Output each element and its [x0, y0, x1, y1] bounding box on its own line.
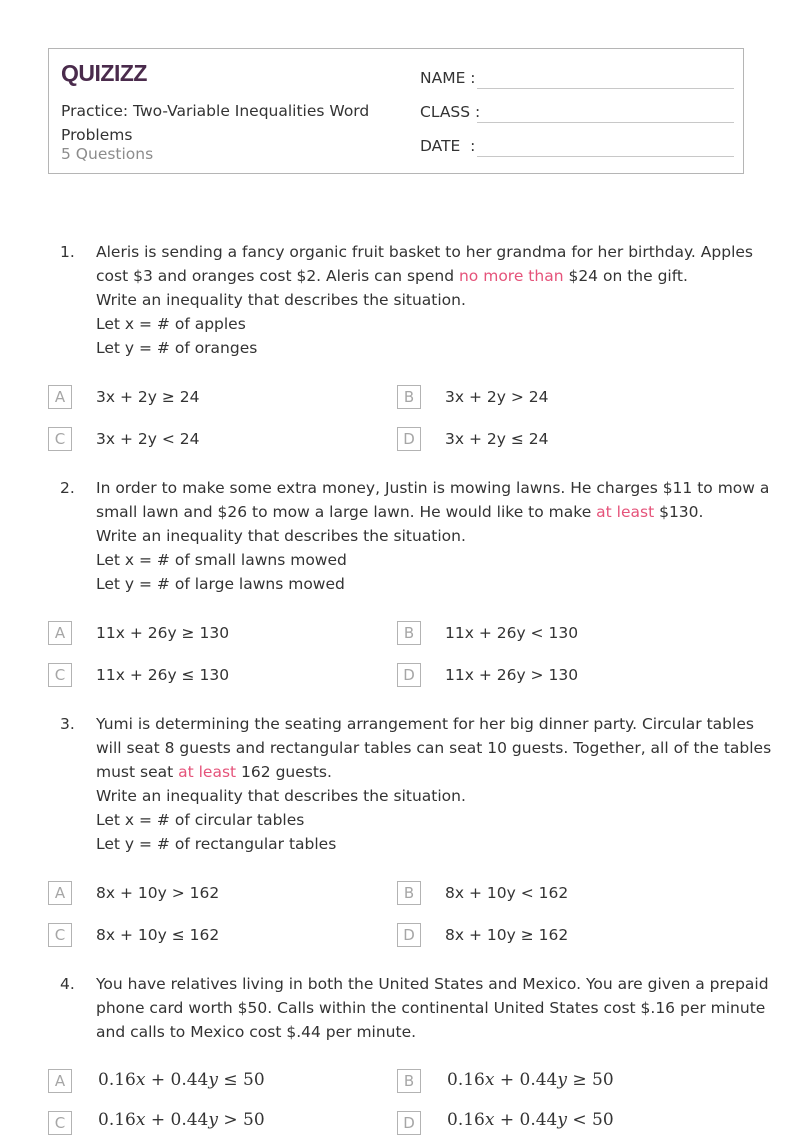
highlight-phrase: at least	[596, 503, 655, 521]
question-line: phone card worth $50. Calls within the continental United States cost $.16 per minute	[96, 999, 766, 1017]
choice-text[interactable]: 8x + 10y ≥ 162	[445, 926, 569, 944]
choice-letter-box[interactable]: D	[397, 1111, 421, 1135]
question-1-text	[96, 240, 753, 360]
choice-text[interactable]: 3x + 2y ≥ 24	[96, 388, 200, 406]
question-line: small lawn and $26 to mow a large lawn. He would like to make at least $130.	[96, 503, 704, 521]
question-line: must seat at least 162 guests.	[96, 763, 332, 781]
question-4-text	[96, 972, 769, 1044]
class-field[interactable]	[420, 100, 734, 124]
date-label: DATE :	[420, 137, 476, 155]
choice-letter-box[interactable]: B	[397, 1069, 421, 1093]
question-line: Let x = # of circular tables	[96, 811, 305, 829]
name-label: NAME :	[420, 69, 476, 87]
choice-letter-box[interactable]: D	[397, 427, 421, 451]
choice-text[interactable]: 3x + 2y > 24	[445, 388, 549, 406]
class-label: CLASS :	[420, 103, 481, 121]
choice-text[interactable]: 11x + 26y ≤ 130	[96, 666, 230, 684]
choice-text[interactable]: 11x + 26y > 130	[445, 666, 579, 684]
date-field[interactable]	[420, 134, 734, 158]
highlight-phrase: at least	[178, 763, 237, 781]
question-count: 5 Questions	[61, 145, 154, 163]
choice-math-expression[interactable]: 0.16x + 0.44y ≥ 50	[447, 1070, 614, 1090]
choice-math-expression[interactable]: 0.16x + 0.44y > 50	[98, 1110, 265, 1130]
choice-text[interactable]: 8x + 10y > 162	[96, 884, 220, 902]
question-line: Write an inequality that describes the situation.	[96, 527, 466, 545]
question-line: In order to make some extra money, Justin is mowing lawns. He charges $11 to mow a	[96, 479, 770, 497]
name-line[interactable]	[477, 88, 734, 89]
question-3-number: 3.	[60, 715, 75, 733]
question-line: Write an inequality that describes the situation.	[96, 787, 466, 805]
question-line: You have relatives living in both the United States and Mexico. You are given a prepaid	[96, 975, 769, 993]
question-3-text	[96, 712, 772, 856]
question-line: Let y = # of oranges	[96, 339, 258, 357]
choice-letter-box[interactable]: D	[397, 663, 421, 687]
choice-letter-box[interactable]: C	[48, 427, 72, 451]
question-line: cost $3 and oranges cost $2. Aleris can spend no more than $24 on the gift.	[96, 267, 688, 285]
highlight-phrase: no more than	[458, 267, 564, 285]
question-4-number: 4.	[60, 975, 75, 993]
choice-letter-box[interactable]: A	[48, 881, 72, 905]
choice-letter-box[interactable]: C	[48, 1111, 72, 1135]
quizizz-logo	[61, 59, 151, 87]
choice-letter-box[interactable]: A	[48, 1069, 72, 1093]
choice-letter-box[interactable]: A	[48, 621, 72, 645]
choice-text[interactable]: 11x + 26y ≥ 130	[96, 624, 230, 642]
choice-text[interactable]: 3x + 2y ≤ 24	[445, 430, 549, 448]
question-line: Write an inequality that describes the situation.	[96, 291, 466, 309]
choice-text[interactable]: 8x + 10y ≤ 162	[96, 926, 220, 944]
question-line: will seat 8 guests and rectangular tables can seat 10 guests. Together, all of the tables	[96, 739, 772, 757]
choice-text[interactable]: 11x + 26y < 130	[445, 624, 579, 642]
question-2-number: 2.	[60, 479, 75, 497]
choice-letter-box[interactable]: A	[48, 385, 72, 409]
choice-letter-box[interactable]: D	[397, 923, 421, 947]
choice-letter-box[interactable]: B	[397, 621, 421, 645]
question-line: Let x = # of small lawns mowed	[96, 551, 347, 569]
choice-math-expression[interactable]: 0.16x + 0.44y < 50	[447, 1110, 614, 1130]
choice-letter-box[interactable]: B	[397, 881, 421, 905]
question-line: Let y = # of rectangular tables	[96, 835, 337, 853]
question-1-number: 1.	[60, 243, 75, 261]
svg-text:QUIZIZZ: QUIZIZZ	[61, 60, 147, 86]
question-line: Let x = # of apples	[96, 315, 246, 333]
choice-text[interactable]: 3x + 2y < 24	[96, 430, 200, 448]
choice-letter-box[interactable]: C	[48, 663, 72, 687]
choice-text[interactable]: 8x + 10y < 162	[445, 884, 569, 902]
date-line[interactable]	[477, 156, 734, 157]
choice-math-expression[interactable]: 0.16x + 0.44y ≤ 50	[98, 1070, 265, 1090]
worksheet-header	[48, 48, 744, 174]
question-line: and calls to Mexico cost $.44 per minute.	[96, 1023, 417, 1041]
question-line: Yumi is determining the seating arrangement for her big dinner party. Circular tables	[96, 715, 754, 733]
choice-letter-box[interactable]: C	[48, 923, 72, 947]
question-line: Let y = # of large lawns mowed	[96, 575, 345, 593]
class-line[interactable]	[477, 122, 734, 123]
question-2-text	[96, 476, 770, 596]
name-field[interactable]	[420, 66, 734, 90]
choice-letter-box[interactable]: B	[397, 385, 421, 409]
question-line: Aleris is sending a fancy organic fruit basket to her grandma for her birthday. Apples	[96, 243, 753, 261]
worksheet-title: Practice: Two-Variable Inequalities Word Problems	[61, 102, 370, 144]
